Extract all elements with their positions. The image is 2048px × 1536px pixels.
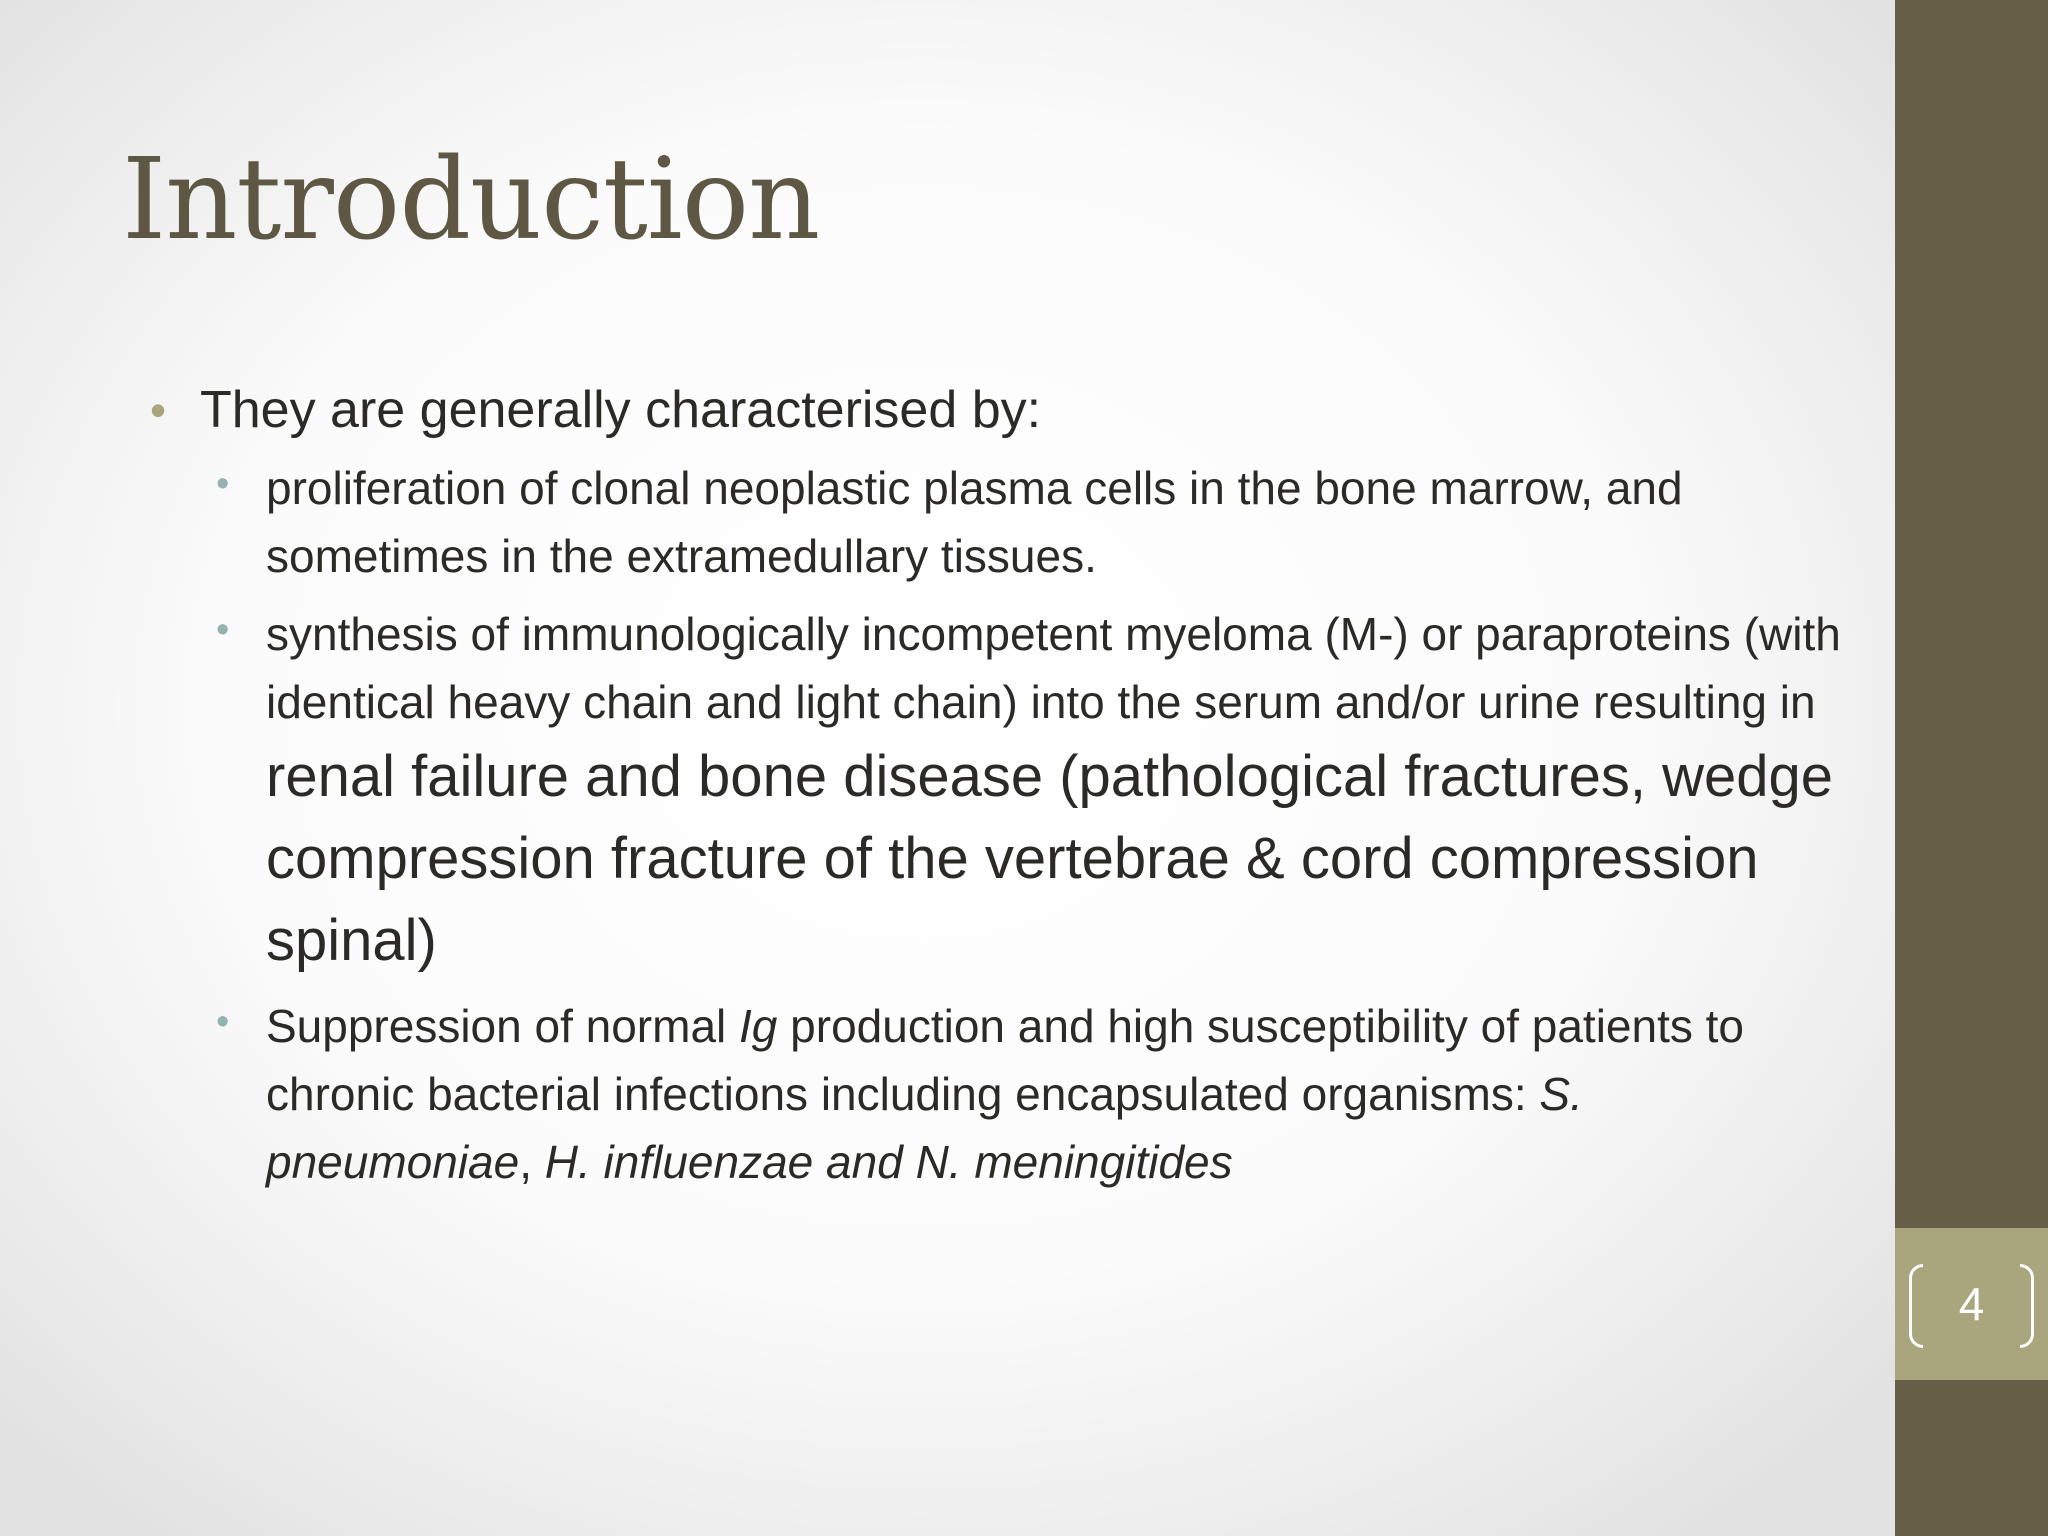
sub-bullet-text: Suppression of normal <box>266 1000 740 1052</box>
slide-title: Introduction <box>122 135 820 265</box>
sub-bullet-proliferation <box>150 454 1850 590</box>
sub-bullet-text: proliferation of clonal neoplastic plasma cells in the bone marrow, and sometimes in the extramedullary tissues. <box>266 462 1683 582</box>
comma-text: , <box>519 1136 545 1188</box>
slide-body <box>150 376 1850 1196</box>
sub-bullet-emphasis-text: renal failure and bone disease (pathological fractures, wedge compression fracture of the vertebrae & cord compression spinal) <box>266 744 1833 973</box>
ig-italic-text: Ig <box>739 1000 778 1052</box>
sub-bullet-suppression <box>150 992 1850 1196</box>
sub-bullet-text: synthesis of immunologically incompetent myeloma (M-) or paraproteins (with identical heavy chain and light chain) into the serum and/or urine resulting in <box>266 608 1841 728</box>
sub-bullet-synthesis <box>150 600 1850 982</box>
page-number: 4 <box>1958 1278 1985 1330</box>
sub-bullet-dot-icon: • <box>216 463 230 505</box>
organism-italic-text: S. pneumoniae <box>266 1068 1583 1188</box>
sub-bullet-text: production and high susceptibility of patients to chronic bacterial infections including encapsulated organisms: <box>266 1000 1745 1120</box>
sub-bullet-dot-icon: • <box>216 1001 230 1043</box>
page-number-box <box>1895 1228 2048 1380</box>
bullet-text: They are generally characterised by: <box>200 381 1042 439</box>
organism-italic-text: H. influenzae and N. meningitides <box>544 1136 1233 1188</box>
bullet-characterised-by <box>150 376 1850 444</box>
sub-bullet-dot-icon: • <box>216 609 230 651</box>
bullet-dot-icon: • <box>150 384 167 436</box>
